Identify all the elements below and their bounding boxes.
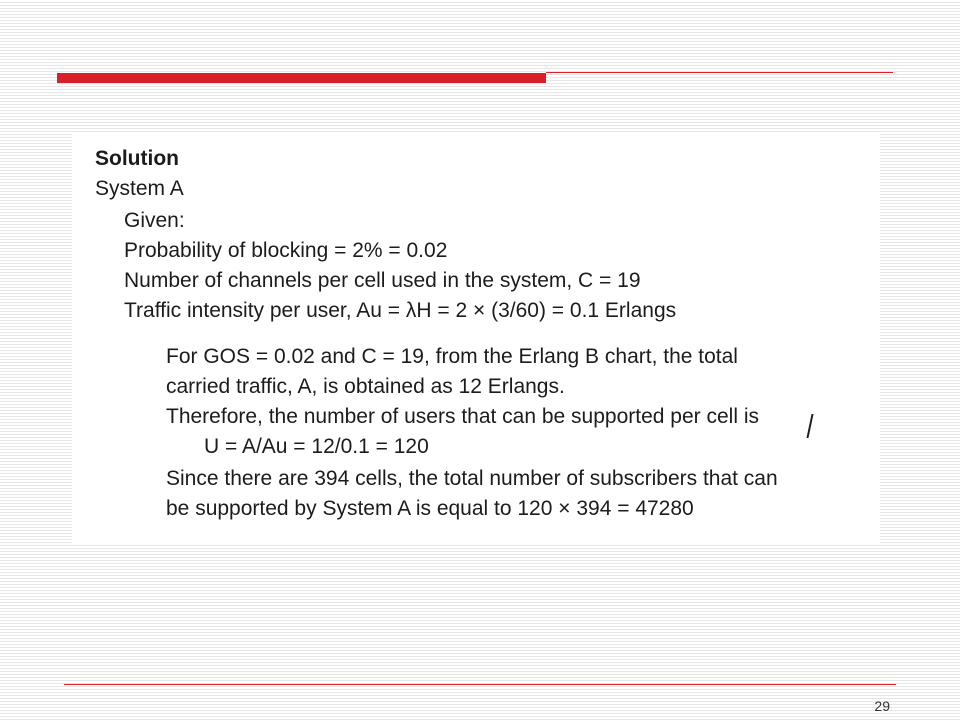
paragraph-line: Therefore, the number of users that can be supported per cell is <box>166 405 759 428</box>
given-line: Probability of blocking = 2% = 0.02 <box>124 239 448 262</box>
paragraph-line: For GOS = 0.02 and C = 19, from the Erlang B chart, the total <box>166 345 738 368</box>
text-cursor-mark <box>806 414 813 438</box>
formula-line: U = A/Au = 12/0.1 = 120 <box>204 435 429 458</box>
given-line: Traffic intensity per user, Au = λH = 2 × (3/60) = 0.1 Erlangs <box>124 299 677 322</box>
solution-image <box>72 134 880 544</box>
page-number: 29 <box>874 698 890 714</box>
header-accent-bar <box>57 73 546 83</box>
footer-divider <box>64 684 896 685</box>
given-label: Given: <box>124 209 185 232</box>
system-label: System A <box>95 177 184 200</box>
given-line: Number of channels per cell used in the system, C = 19 <box>124 269 641 292</box>
paragraph-line: carried traffic, A, is obtained as 12 Erlangs. <box>166 375 565 398</box>
paragraph-line: be supported by System A is equal to 120 × 394 = 47280 <box>166 497 694 520</box>
solution-heading: Solution <box>95 147 179 170</box>
paragraph-line: Since there are 394 cells, the total number of subscribers that can <box>166 467 778 490</box>
header-accent-rule <box>546 72 893 73</box>
